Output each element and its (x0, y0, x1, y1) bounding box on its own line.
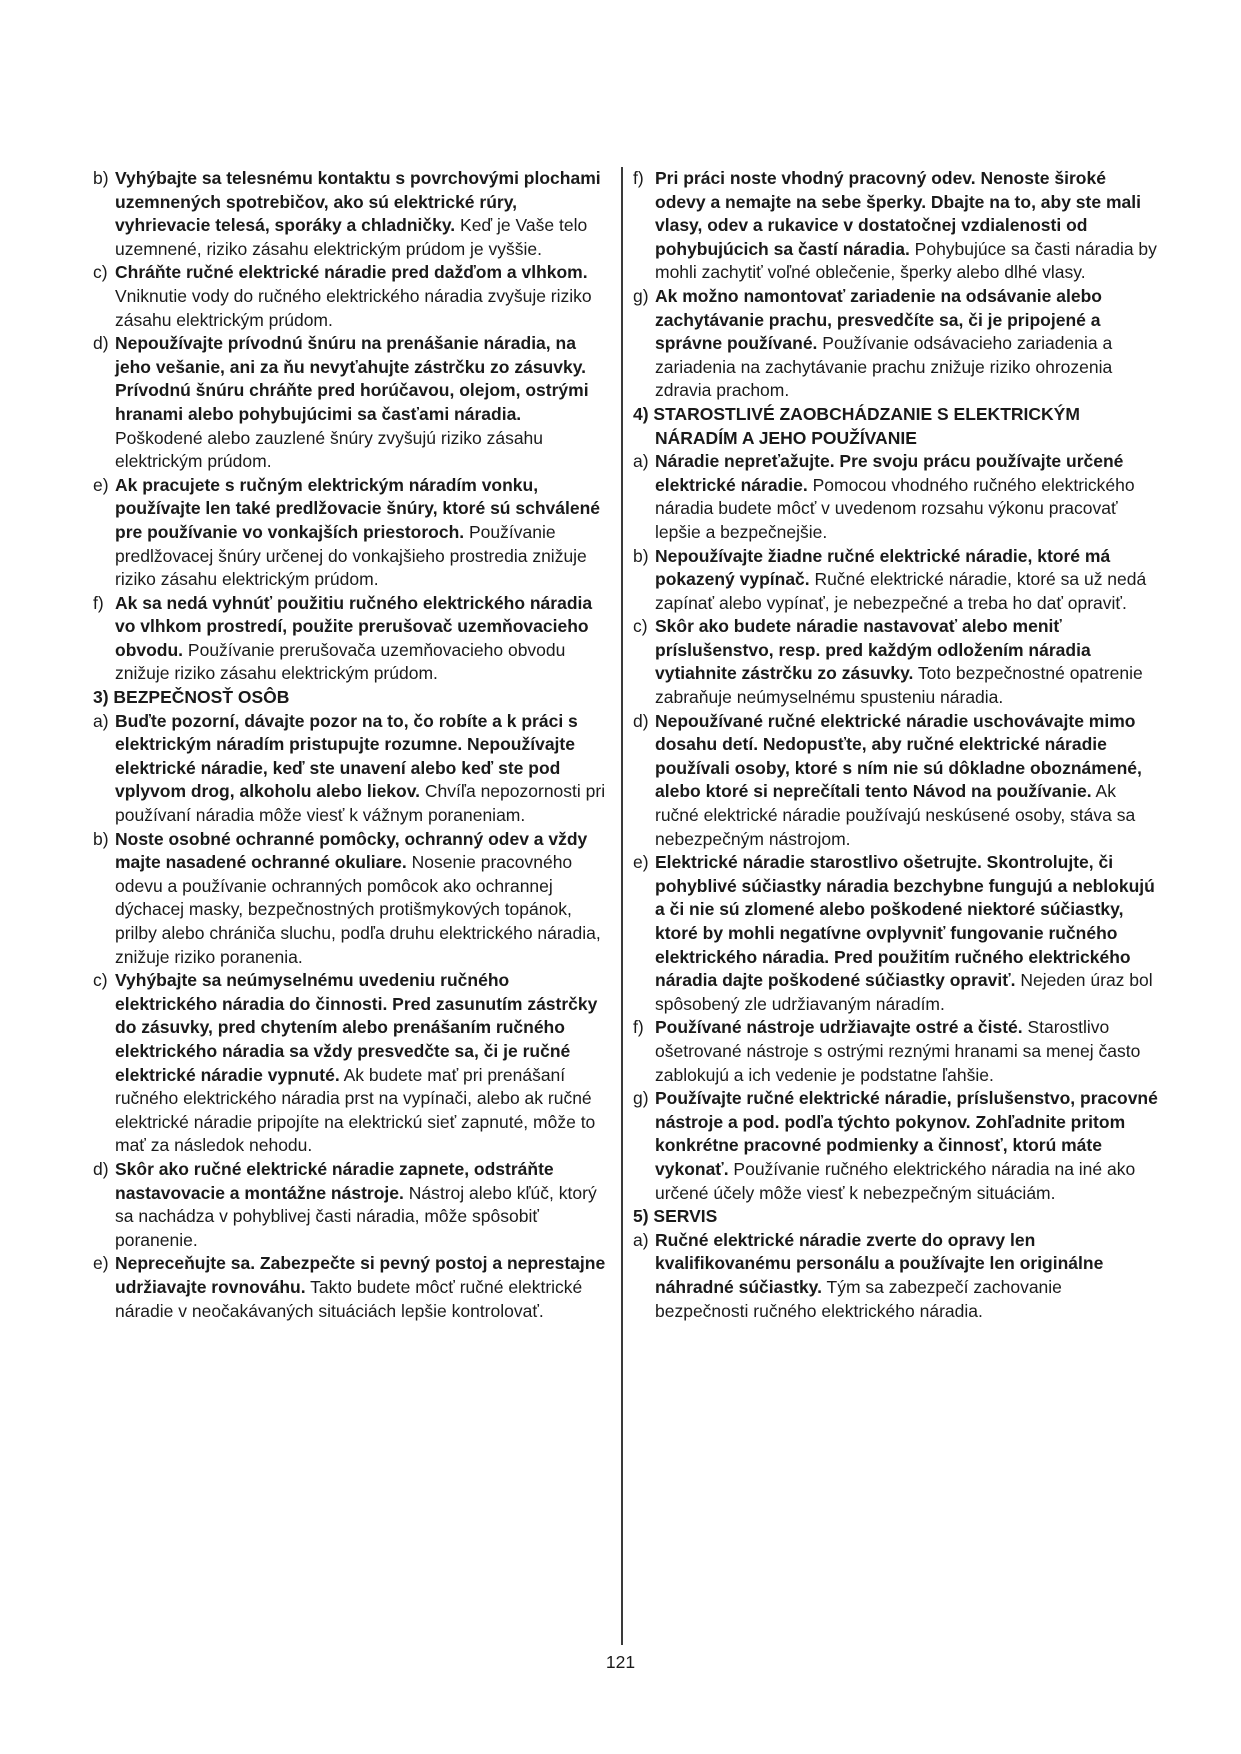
list-item (93, 1158, 613, 1252)
item-marker: e) (93, 1253, 109, 1274)
item-text: Pomocou vhodného ručného elektrického náradia budete môcť v uvedenom rozsahu výkonu pracovať lepšie a bezpečnejšie. (655, 474, 1135, 542)
item-marker: e) (93, 474, 109, 495)
item-bold-text: Noste osobné ochranné pomôcky, ochranný odev a vždy majte nasadené ochranné okuliare. (115, 828, 588, 873)
item-marker: f) (633, 168, 644, 188)
list-item (93, 592, 613, 686)
item-marker: a) (633, 1229, 649, 1250)
item-bold-text: Pri práci noste vhodný pracovný odev. Nenoste široké odevy a nemajte na sebe šperky. Dbajte na to, aby ste mali vlasy, odev a rukavice v dostatočnej vzdialenosti od pohybujúcich sa častí náradia. (655, 168, 1141, 259)
item-bold-text: Vyhýbajte sa neúmyselnému uvedeniu ručného elektrického náradia do činnosti. Pred zasunutím zástrčky do zásuvky, pred chytením alebo prenášaním ručného elektrického náradia sa vždy presvedčte sa, či je ručné elektrické náradie vypnuté. (115, 970, 598, 1085)
item-text: Ak ručné elektrické náradie používajú neskúsené osoby, stáva sa nebezpečným nástrojom. (655, 781, 1136, 849)
item-bold-text: Nepoužívané ručné elektrické náradie uschovávajte mimo dosahu detí. Nedopusťte, aby ručné elektrické náradie používali osoby, ktoré s ním nie sú dôkladne oboznámené, alebo ktoré si neprečítali tento Návod na používanie. (655, 710, 1142, 802)
item-text: Nástroj alebo kľúč, ktorý sa nachádza v pohyblivej časti náradia, môže spôsobiť poranenie. (115, 1182, 597, 1250)
list-item (633, 851, 1158, 1016)
item-text: Starostlivo ošetrované nástroje s ostrými reznými hranami sa menej často zablokujú a ich vedenie je podstatne ľahšie. (655, 1017, 1141, 1085)
item-marker: d) (93, 1158, 109, 1179)
list-item (93, 828, 613, 970)
item-marker: b) (93, 828, 109, 849)
item-marker: a) (633, 451, 649, 472)
item-text: Používanie ručného elektrického náradia na iné ako určené účely môže viesť k nebezpečným situáciám. (655, 1158, 1136, 1203)
list-item (633, 710, 1158, 852)
list-item (633, 1016, 1158, 1087)
item-text: Vniknutie vody do ručného elektrického náradia zvyšuje riziko zásahu elektrickým prúdom. (115, 285, 592, 330)
list-item (633, 615, 1158, 709)
list-item (93, 969, 613, 1158)
column-divider (621, 167, 623, 1645)
section-heading: 4) STAROSTLIVÉ ZAOBCHÁDZANIE S ELEKTRICKÝM NÁRADÍM A JEHO POUŽÍVANIE (633, 403, 1080, 448)
item-bold-text: Chráňte ručné elektrické náradie pred dažďom a vlhkom. (115, 262, 588, 283)
item-marker: c) (93, 970, 108, 991)
list-item (633, 450, 1158, 544)
item-text: Poškodené alebo zauzlené šnúry zvyšujú riziko zásahu elektrickým prúdom. (115, 427, 544, 472)
item-marker: g) (633, 285, 649, 306)
page-number: 121 (605, 1652, 636, 1672)
item-marker: a) (93, 710, 109, 731)
item-marker: c) (93, 262, 108, 283)
item-bold-text: Buďte pozorní, dávajte pozor na to, čo robíte a k práci s elektrickým náradím pristupujte rozumne. Nepoužívajte elektrické náradie, keď ste unavení alebo keď ste pod vplyvom drog, alkoholu alebo liekov. (115, 710, 578, 802)
item-bold-text: Ak pracujete s ručným elektrickým náradím vonku, používajte len také predlžovacie šnúry, ktoré sú schválené pre používanie vo vonkajších priestoroch. (115, 474, 601, 542)
item-bold-text: Používajte ručné elektrické náradie, príslušenstvo, pracovné nástroje a pod. podľa týchto pokynov. Zohľadnite pritom konkrétne pracovné podmienky a činnosť, ktorú máte vykonať. (655, 1088, 1158, 1179)
list-item (633, 167, 1158, 285)
list-item (93, 167, 613, 261)
item-marker: b) (633, 545, 649, 566)
item-marker: d) (633, 710, 649, 731)
item-bold-text: Nepoužívajte prívodnú šnúru na prenášanie náradia, na jeho vešanie, ani za ňu nevyťahujte zástrčku zo zásuvky. Prívodnú šnúru chráňte pred horúčavou, olejom, ostrými hranami alebo pohybujúcimi sa časťami náradia. (115, 333, 589, 424)
item-bold-text: Náradie nepreťažujte. Pre svoju prácu používajte určené elektrické náradie. (655, 451, 1124, 495)
list-item (633, 1229, 1158, 1323)
item-bold-text: Skôr ako ručné elektrické náradie zapnete, odstráňte nastavovacie a montážne nástroje. (115, 1158, 554, 1203)
list-item (93, 474, 613, 592)
item-text: Toto bezpečnostné opatrenie zabraňuje neúmyselnému spusteniu náradia. (655, 663, 1143, 708)
item-text: Ručné elektrické náradie, ktoré sa už nedá zapínať alebo vypínať, je nebezpečné a treba ho dať opraviť. (655, 569, 1147, 613)
list-item (633, 545, 1158, 616)
item-marker: g) (633, 1088, 649, 1109)
item-marker: d) (93, 333, 109, 354)
item-bold-text: Ak sa nedá vyhnúť použitiu ručného elektrického náradia vo vlhkom prostredí, použite prerušovač uzemňovacieho obvodu. (115, 592, 593, 660)
list-item (93, 1252, 613, 1323)
item-text: Keď je Vaše telo uzemnené, riziko zásahu elektrickým prúdom je vyššie. (115, 215, 588, 259)
item-text: Používanie odsávacieho zariadenia a zariadenia na zachytávanie prachu znižuje riziko ohrozenia zdravia prachom. (655, 333, 1113, 401)
item-bold-text: Nepoužívajte žiadne ručné elektrické náradie, ktoré má pokazený vypínač. (655, 545, 1111, 590)
section-heading: 3) BEZPEČNOSŤ OSÔB (93, 687, 290, 708)
list-item (93, 710, 613, 828)
item-text: Nejeden úraz bol spôsobený zle udržiavaným náradím. (655, 970, 1153, 1014)
item-text: Používanie predlžovacej šnúry určenej do vonkajšieho prostredia znižuje riziko zásahu elektrickým prúdom. (115, 521, 587, 590)
item-marker: f) (93, 592, 104, 613)
item-text: Používanie prerušovača uzemňovacieho obvodu znižuje riziko zásahu elektrickým prúdom. (115, 639, 566, 684)
left-column (93, 167, 613, 1323)
item-bold-text: Ručné elektrické náradie zverte do opravy len kvalifikovanému personálu a používajte len originálne náhradné súčiastky. (655, 1229, 1104, 1297)
section-heading: 5) SERVIS (633, 1206, 718, 1227)
item-marker: b) (93, 168, 109, 188)
item-bold-text: Ak možno namontovať zariadenie na odsávanie alebo zachytávanie prachu, presvedčíte sa, či je pripojené a správne používané. (655, 285, 1102, 354)
item-bold-text: Skôr ako budete náradie nastavovať alebo meniť príslušenstvo, resp. pred každým odložením náradia vytiahnite zástrčku zo zásuvky. (655, 616, 1091, 684)
item-bold-text: Elektrické náradie starostlivo ošetrujte. Skontrolujte, či pohyblivé súčiastky náradia bezchybne fungujú a neblokujú a či nie sú zlomené alebo poškodené niektoré súčiastky, ktoré by mohli negatívne ovplyvniť fungovanie ručného elektrického náradia. Pred použitím ručného elektrického náradia dajte poškodené súčiastky opraviť. (655, 852, 1155, 991)
item-text: Pohybujúce sa časti náradia by mohli zachytiť voľné oblečenie, šperky alebo dlhé vlasy. (655, 238, 1157, 283)
item-text: Tým sa zabezpečí zachovanie bezpečnosti ručného elektrického náradia. (655, 1276, 1062, 1321)
list-item (93, 261, 613, 332)
item-marker: f) (633, 1017, 644, 1038)
item-bold-text: Používané nástroje udržiavajte ostré a čisté. (655, 1017, 1023, 1038)
item-text: Nosenie pracovného odevu a používanie ochranných pomôcok ako ochrannej dýchacej masky, bezpečnostných protišmykových topánok, prilby alebo chrániča sluchu, podľa druhu elektrického náradia, znižuje riziko poranenia. (115, 852, 601, 967)
list-item (93, 332, 613, 474)
list-item (633, 1087, 1158, 1205)
list-item (633, 285, 1158, 403)
right-column (633, 167, 1158, 1323)
item-text: Ak budete mať pri prenášaní ručného elektrického náradia prst na vypínači, alebo ak ručné elektrické náradie pripojíte na elektrickú sieť zapnuté, môže to mať za následok nehodu. (115, 1064, 596, 1156)
item-text: Takto budete môcť ručné elektrické náradie v neočakávaných situáciách lepšie kontrolovať. (115, 1276, 583, 1321)
item-marker: c) (633, 616, 648, 637)
item-text: Chvíľa nepozornosti pri používaní náradia môže viesť k vážnym poraneniam. (115, 781, 606, 826)
item-bold-text: Nepreceňujte sa. Zabezpečte si pevný postoj a neprestajne udržiavajte rovnováhu. (115, 1253, 606, 1297)
item-marker: e) (633, 852, 649, 873)
item-bold-text: Vyhýbajte sa telesnému kontaktu s povrchovými plochami uzemnených spotrebičov, ako sú elektrické rúry, vyhrievacie telesá, sporáky a chladničky. (115, 168, 601, 236)
